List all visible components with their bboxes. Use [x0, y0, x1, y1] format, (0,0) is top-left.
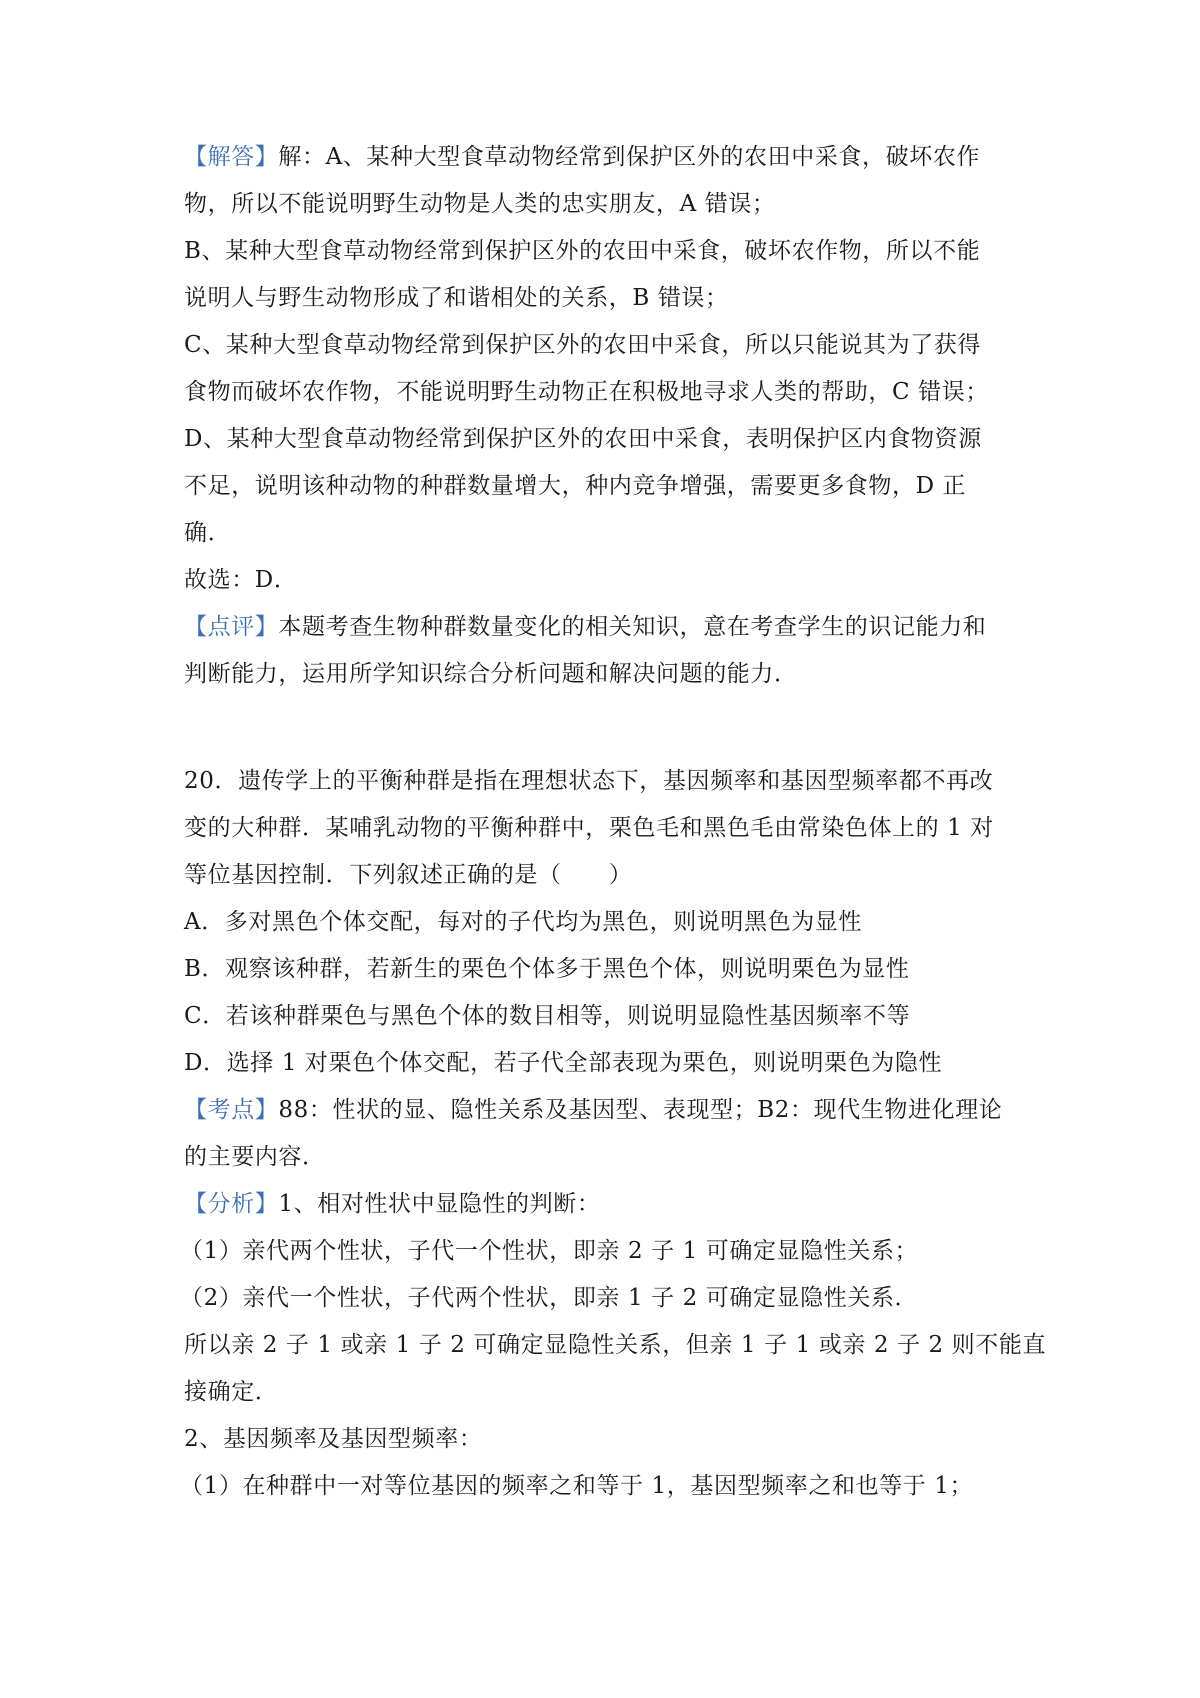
answer-line: 说明人与野生动物形成了和谐相处的关系，B 错误； — [184, 285, 729, 311]
keypoint-line: 的主要内容． — [184, 1144, 326, 1170]
answer-line: B、某种大型食草动物经常到保护区外的农田中采食，破坏农作物，所以不能 — [184, 238, 981, 264]
answer-line: D、某种大型食草动物经常到保护区外的农田中采食，表明保护区内食物资源 — [184, 426, 982, 452]
answer-line: 食物而破坏农作物，不能说明野生动物正在积极地寻求人类的帮助，C 错误； — [184, 379, 989, 405]
analysis-line: （1）亲代两个性状，子代一个性状，即亲 2 子 1 可确定显隐性关系； — [180, 1238, 919, 1264]
analysis-line — [184, 1181, 1034, 1228]
answer-line: 故选：D． — [184, 567, 298, 593]
keypoint-line — [184, 1087, 1034, 1134]
answer-line: 确． — [184, 520, 232, 546]
analysis-line: （1）在种群中一对等位基因的频率之和等于 1，基因型频率之和也等于 1； — [180, 1473, 974, 1499]
answer-line: 物，所以不能说明野生动物是人类的忠实朋友，A 错误； — [184, 191, 776, 217]
analysis-line: （2）亲代一个性状，子代两个性状，即亲 1 子 2 可确定显隐性关系． — [180, 1285, 919, 1311]
option-b: B．观察该种群，若新生的栗色个体多于黑色个体，则说明栗色为显性 — [184, 956, 910, 982]
comment-line: 判断能力，运用所学知识综合分析问题和解决问题的能力． — [184, 661, 798, 687]
keypoint-section — [184, 1087, 1034, 1181]
question-stem-line: 等位基因控制．下列叙述正确的是（ ） — [184, 862, 633, 888]
answer-line: C、某种大型食草动物经常到保护区外的农田中采食，所以只能说其为了获得 — [184, 332, 981, 358]
analysis-text: 1、相对性状中显隐性的判断： — [278, 1191, 601, 1217]
comment-tag: 【点评】 — [184, 614, 279, 640]
analysis-section — [180, 1181, 1047, 1510]
analysis-line: 2、基因频率及基因型频率： — [184, 1426, 483, 1452]
keypoint-text: 88：性状的显、隐性关系及基因型、表现型；B2：现代生物进化理论 — [278, 1097, 1003, 1123]
comment-line — [184, 604, 1034, 651]
answer-section — [184, 134, 1034, 604]
comment-text: 本题考查生物种群数量变化的相关知识，意在考查学生的识记能力和 — [278, 614, 987, 640]
answer-line: 不足，说明该种动物的种群数量增大，种内竞争增强，需要更多食物，D 正 — [184, 473, 967, 499]
question-section — [184, 758, 1034, 1087]
answer-text: 解：A、某种大型食草动物经常到保护区外的农田中采食，破坏农作 — [278, 144, 981, 170]
analysis-line: 所以亲 2 子 1 或亲 1 子 2 可确定显隐性关系，但亲 1 子 1 或亲 2 子 2 则不能直 — [184, 1332, 1047, 1358]
option-a: A．多对黑色个体交配，每对的子代均为黑色，则说明黑色为显性 — [184, 909, 863, 935]
answer-tag: 【解答】 — [184, 144, 279, 170]
option-c: C．若该种群栗色与黑色个体的数目相等，则说明显隐性基因频率不等 — [184, 1003, 911, 1029]
analysis-tag: 【分析】 — [184, 1191, 279, 1217]
answer-line — [184, 134, 1034, 181]
question-stem-line: 变的大种群．某哺乳动物的平衡种群中，栗色毛和黑色毛由常染色体上的 1 对 — [184, 815, 994, 841]
analysis-line: 接确定． — [184, 1379, 279, 1405]
option-d: D．选择 1 对栗色个体交配，若子代全部表现为栗色，则说明栗色为隐性 — [184, 1050, 943, 1076]
comment-section — [184, 604, 1034, 698]
question-stem-line: 20．遗传学上的平衡种群是指在理想状态下，基因频率和基因型频率都不再改 — [184, 768, 994, 794]
keypoint-tag: 【考点】 — [184, 1097, 279, 1123]
